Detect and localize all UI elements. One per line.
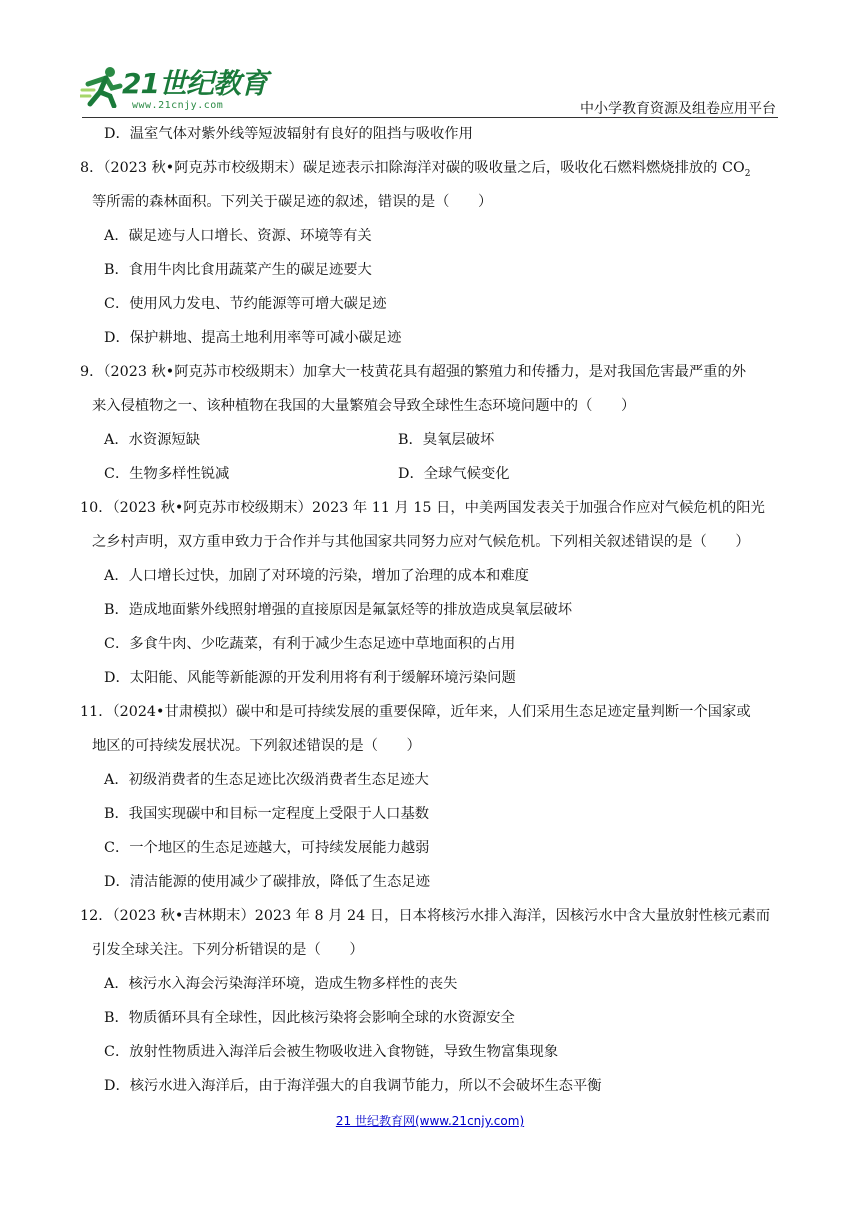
question-10-option-b[interactable]: B．造成地面紫外线照射增强的直接原因是氟氯烃等的排放造成臭氧层破坏 bbox=[104, 602, 573, 618]
platform-title: 中小学教育资源及组卷应用平台 bbox=[580, 101, 776, 117]
question-8-option-b[interactable]: B．食用牛肉比食用蔬菜产生的碳足迹要大 bbox=[104, 262, 372, 278]
footer-link[interactable]: 21 世纪教育网(www.21cnjy.com) bbox=[335, 1114, 525, 1128]
question-9-option-c[interactable]: C．生物多样性锐减 bbox=[104, 466, 230, 482]
logo-url: www.21cnjy.com bbox=[132, 100, 224, 111]
question-11-option-a[interactable]: A．初级消费者的生态足迹比次级消费者生态足迹大 bbox=[104, 772, 429, 788]
runner-icon bbox=[80, 64, 124, 108]
question-9-option-d[interactable]: D．全球气候变化 bbox=[398, 466, 510, 482]
site-logo[interactable] bbox=[80, 62, 280, 118]
question-11-stem: 11．（2024•甘肃模拟）碳中和是可持续发展的重要保障，近年来，人们采用生态足迹定量判断一个国家或 bbox=[80, 704, 751, 720]
logo-text: 21世纪教育 bbox=[122, 67, 267, 100]
question-10-option-c[interactable]: C．多食牛肉、少吃蔬菜，有利于减少生态足迹中草地面积的占用 bbox=[104, 636, 516, 652]
option-d-prev: D．温室气体对紫外线等短波辐射有良好的阻挡与吸收作用 bbox=[104, 126, 473, 142]
header-divider bbox=[82, 117, 778, 118]
question-10-stem: 10．（2023 秋•阿克苏市校级期末）2023 年 11 月 15 日，中美两国发表关于加强合作应对气候危机的阳光 bbox=[80, 500, 765, 516]
question-12-option-c[interactable]: C．放射性物质进入海洋后会被生物吸收进入食物链，导致生物富集现象 bbox=[104, 1044, 559, 1060]
question-10-stem-cont: 之乡村声明，双方重申致力于合作并与其他国家共同努力应对气候危机。下列相关叙述错误的是（ ） bbox=[92, 534, 750, 550]
page-header bbox=[0, 0, 860, 120]
question-11-option-c[interactable]: C．一个地区的生态足迹越大，可持续发展能力越弱 bbox=[104, 840, 430, 856]
question-8-option-a[interactable]: A．碳足迹与人口增长、资源、环境等有关 bbox=[104, 228, 372, 244]
question-11-option-b[interactable]: B．我国实现碳中和目标一定程度上受限于人口基数 bbox=[104, 806, 430, 822]
question-12-option-a[interactable]: A．核污水入海会污染海洋环境，造成生物多样性的丧失 bbox=[104, 976, 458, 992]
question-9-stem-cont: 来入侵植物之一、该种植物在我国的大量繁殖会导致全球性生态环境问题中的（ ） bbox=[92, 398, 636, 414]
question-12-option-d[interactable]: D．核污水进入海洋后，由于海洋强大的自我调节能力，所以不会破坏生态平衡 bbox=[104, 1078, 602, 1094]
question-11-option-d[interactable]: D．清洁能源的使用减少了碳排放，降低了生态足迹 bbox=[104, 874, 430, 890]
question-8-stem-cont: 等所需的森林面积。下列关于碳足迹的叙述，错误的是（ ） bbox=[92, 194, 493, 210]
question-9-option-b[interactable]: B．臭氧层破坏 bbox=[398, 432, 495, 448]
question-12-option-b[interactable]: B．物质循环具有全球性，因此核污染将会影响全球的水资源安全 bbox=[104, 1010, 515, 1026]
question-9-option-a[interactable]: A．水资源短缺 bbox=[104, 432, 201, 448]
question-8-option-d[interactable]: D．保护耕地、提高土地利用率等可减小碳足迹 bbox=[104, 330, 402, 346]
question-9-stem: 9．（2023 秋•阿克苏市校级期末）加拿大一枝黄花具有超强的繁殖力和传播力，是对我国危害最严重的外 bbox=[80, 364, 747, 380]
question-11-stem-cont: 地区的可持续发展状况。下列叙述错误的是（ ） bbox=[92, 738, 421, 754]
question-12-stem: 12．（2023 秋•吉林期末）2023 年 8 月 24 日，日本将核污水排入海洋，因核污水中含大量放射性核元素而 bbox=[80, 908, 771, 924]
question-8-option-c[interactable]: C．使用风力发电、节约能源等可增大碳足迹 bbox=[104, 296, 387, 312]
question-12-stem-cont: 引发全球关注。下列分析错误的是（ ） bbox=[92, 942, 364, 958]
question-8-stem: 8．（2023 秋•阿克苏市校级期末）碳足迹表示扣除海洋对碳的吸收量之后，吸收化石燃料燃烧排放的 $CO_2$ bbox=[80, 160, 751, 179]
question-10-option-a[interactable]: A．人口增长过快，加剧了对环境的污染，增加了治理的成本和难度 bbox=[104, 568, 529, 584]
question-10-option-d[interactable]: D．太阳能、风能等新能源的开发利用将有利于缓解环境污染问题 bbox=[104, 670, 516, 686]
